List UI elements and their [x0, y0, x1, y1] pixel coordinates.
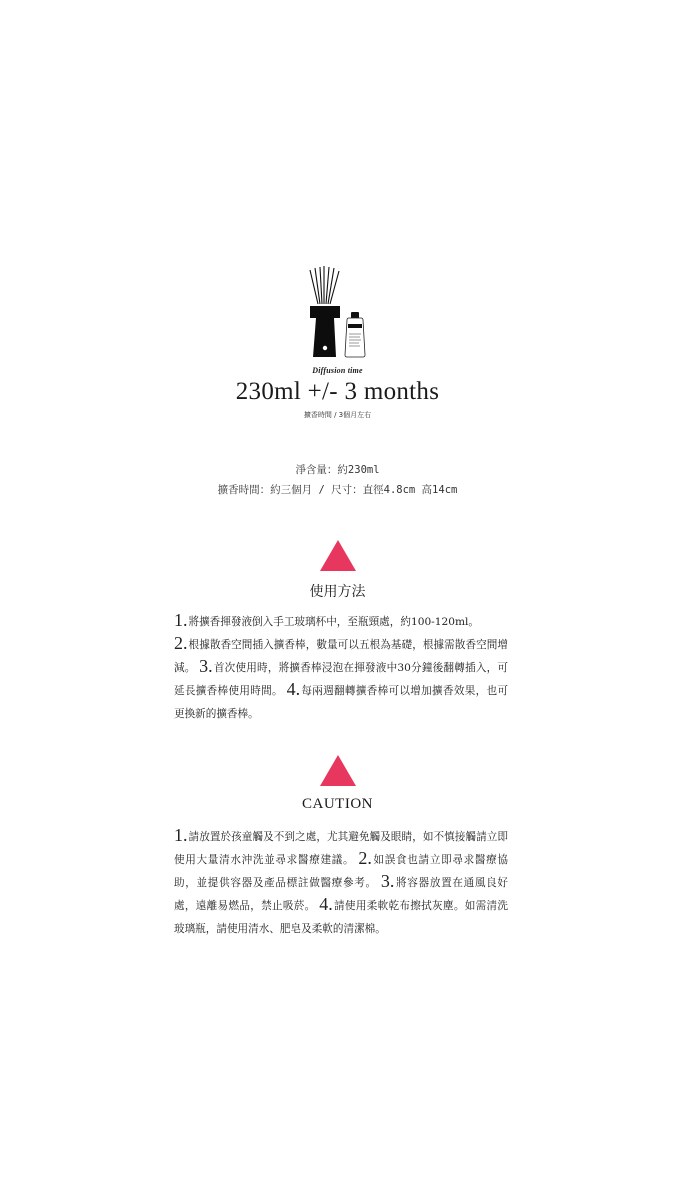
duration-size-spec: 擴香時間：約三個月 / 尺寸：直徑4.8cm 高14cm: [217, 484, 458, 496]
caution-step-text: 請放置於孩童觸及不到之處，尤其避免觸及眼睛，如不慎接觸請立即使用大量清水沖洗並尋求醫療建議。: [174, 831, 508, 866]
bottle-emblem: [323, 346, 327, 350]
usage-step-number: 4.: [286, 679, 301, 699]
usage-step-text: 根據散香空間插入擴香棒，數量可以五根為基礎，根據需散香空間增減。: [174, 639, 508, 674]
usage-instructions: [174, 611, 508, 726]
caution-step-text: 請使用柔軟乾布擦拭灰塵。如需清洗玻璃瓶，請使用清水、肥皂及柔軟的清潔棉。: [174, 900, 508, 935]
reed-sticks: [310, 266, 339, 304]
diffuser-illustration: [296, 262, 380, 362]
diffusion-time-label: Diffusion time: [312, 366, 363, 375]
usage-step-text: 首次使用時，將擴香棒浸泡在揮發液中30分鐘後翻轉插入，可延長擴香棒使用時間。: [174, 662, 509, 697]
caution-step-number: 3.: [380, 871, 395, 891]
net-content-spec: 淨含量：約230ml: [295, 464, 380, 476]
caution-step-number: 1.: [174, 825, 188, 845]
caution-step-number: 2.: [358, 848, 372, 868]
usage-step-number: 1.: [174, 610, 188, 630]
caution-step-text: 如誤食也請立即尋求醫療協助，並提供容器及產品標註做醫療參考。: [174, 854, 509, 889]
usage-step-text: 將擴香揮發液倒入手工玻璃杯中，至瓶頸處，約100-120ml。: [188, 616, 480, 628]
usage-section-title: 使用方法: [309, 584, 366, 600]
volume-duration-headline: 230ml +/- 3 months: [235, 378, 440, 405]
caution-triangle-icon: [320, 755, 356, 786]
headline-caption: 擴香時間 / 3個月左右: [303, 411, 372, 419]
caution-instructions: [174, 826, 508, 941]
refill-bottle: [345, 312, 365, 357]
caution-step-text: 將容器放置在通風良好處，遠離易燃品，禁止吸菸。: [174, 877, 509, 912]
caution-step-number: 4.: [319, 894, 333, 914]
usage-step-number: 3.: [199, 656, 213, 676]
caution-section-title: CAUTION: [302, 796, 373, 812]
usage-triangle-icon: [320, 540, 356, 571]
usage-step-text: 每兩週翻轉擴香棒可以增加擴香效果，也可更換新的擴香棒。: [174, 685, 508, 720]
usage-step-number: 2.: [174, 633, 188, 653]
